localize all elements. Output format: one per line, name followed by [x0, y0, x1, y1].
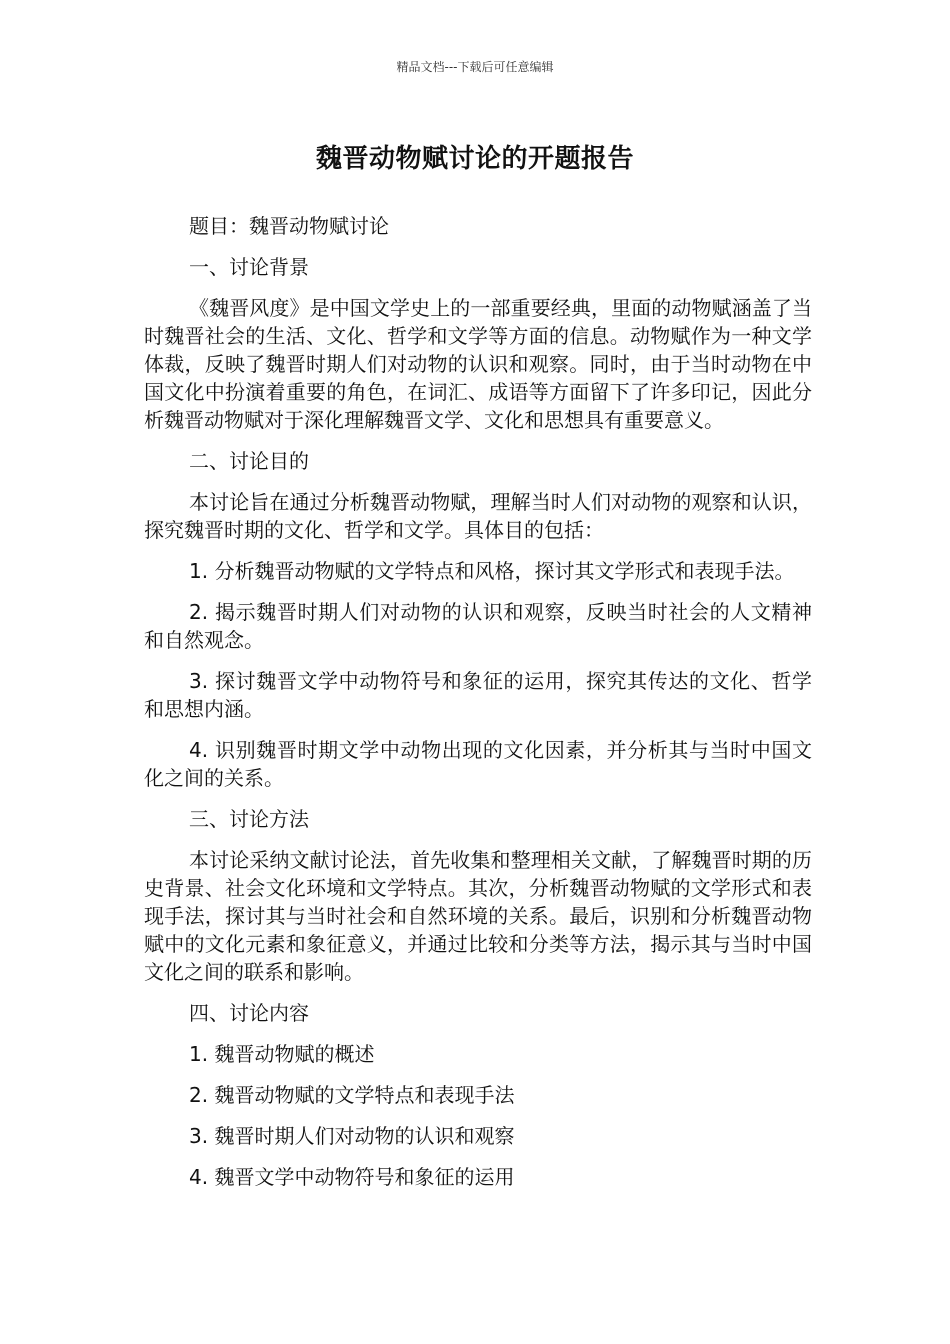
purpose-item-3: 3. 探讨魏晋文学中动物符号和象征的运用，探究其传达的文化、哲学和思想内涵。: [144, 669, 812, 721]
purpose-paragraph: 本讨论旨在通过分析魏晋动物赋，理解当时人们对动物的观察和认识，探究魏晋时期的文化、哲学和文学。具体目的包括：: [144, 490, 812, 542]
content-item-4: 4. 魏晋文学中动物符号和象征的运用: [189, 1165, 515, 1189]
background-paragraph: 《魏晋风度》是中国文学史上的一部重要经典，里面的动物赋涵盖了当时魏晋社会的生活、文化、哲学和文学等方面的信息。动物赋作为一种文学体裁，反映了魏晋时期人们对动物的认识和观察。同时，由于当时动物在中国文化中扮演着重要的角色，在词汇、成语等方面留下了许多印记，因此分析魏晋动物赋对于深化理解魏晋文学、文化和思想具有重要意义。: [144, 296, 812, 432]
section-heading-content: 四、讨论内容: [189, 1001, 309, 1025]
content-item-2: 2. 魏晋动物赋的文学特点和表现手法: [189, 1083, 515, 1107]
method-paragraph: 本讨论采纳文献讨论法，首先收集和整理相关文献，了解魏晋时期的历史背景、社会文化环境和文学特点。其次，分析魏晋动物赋的文学形式和表现手法，探讨其与当时社会和自然环境的关系。最后，识别和分析魏晋动物赋中的文化元素和象征意义，并通过比较和分类等方法，揭示其与当时中国文化之间的联系和影响。: [144, 848, 812, 984]
section-heading-purpose: 二、讨论目的: [189, 449, 309, 473]
content-item-3: 3. 魏晋时期人们对动物的认识和观察: [189, 1124, 515, 1148]
document-body: [144, 212, 812, 1204]
purpose-item-4: 4. 识别魏晋时期文学中动物出现的文化因素，并分析其与当时中国文化之间的关系。: [144, 738, 812, 790]
header-note: 精品文档---下载后可任意编辑: [396, 60, 554, 74]
content-item-1: 1. 魏晋动物赋的概述: [189, 1042, 375, 1066]
page-title: 魏晋动物赋讨论的开题报告: [315, 144, 634, 174]
section-heading-background: 一、讨论背景: [189, 255, 309, 279]
purpose-item-1: 1. 分析魏晋动物赋的文学特点和风格，探讨其文学形式和表现手法。: [189, 559, 795, 583]
subject-line: 题目：魏晋动物赋讨论: [189, 214, 389, 238]
purpose-item-2: 2. 揭示魏晋时期人们对动物的认识和观察，反映当时社会的人文精神和自然观念。: [144, 600, 812, 652]
section-heading-method: 三、讨论方法: [189, 807, 309, 831]
